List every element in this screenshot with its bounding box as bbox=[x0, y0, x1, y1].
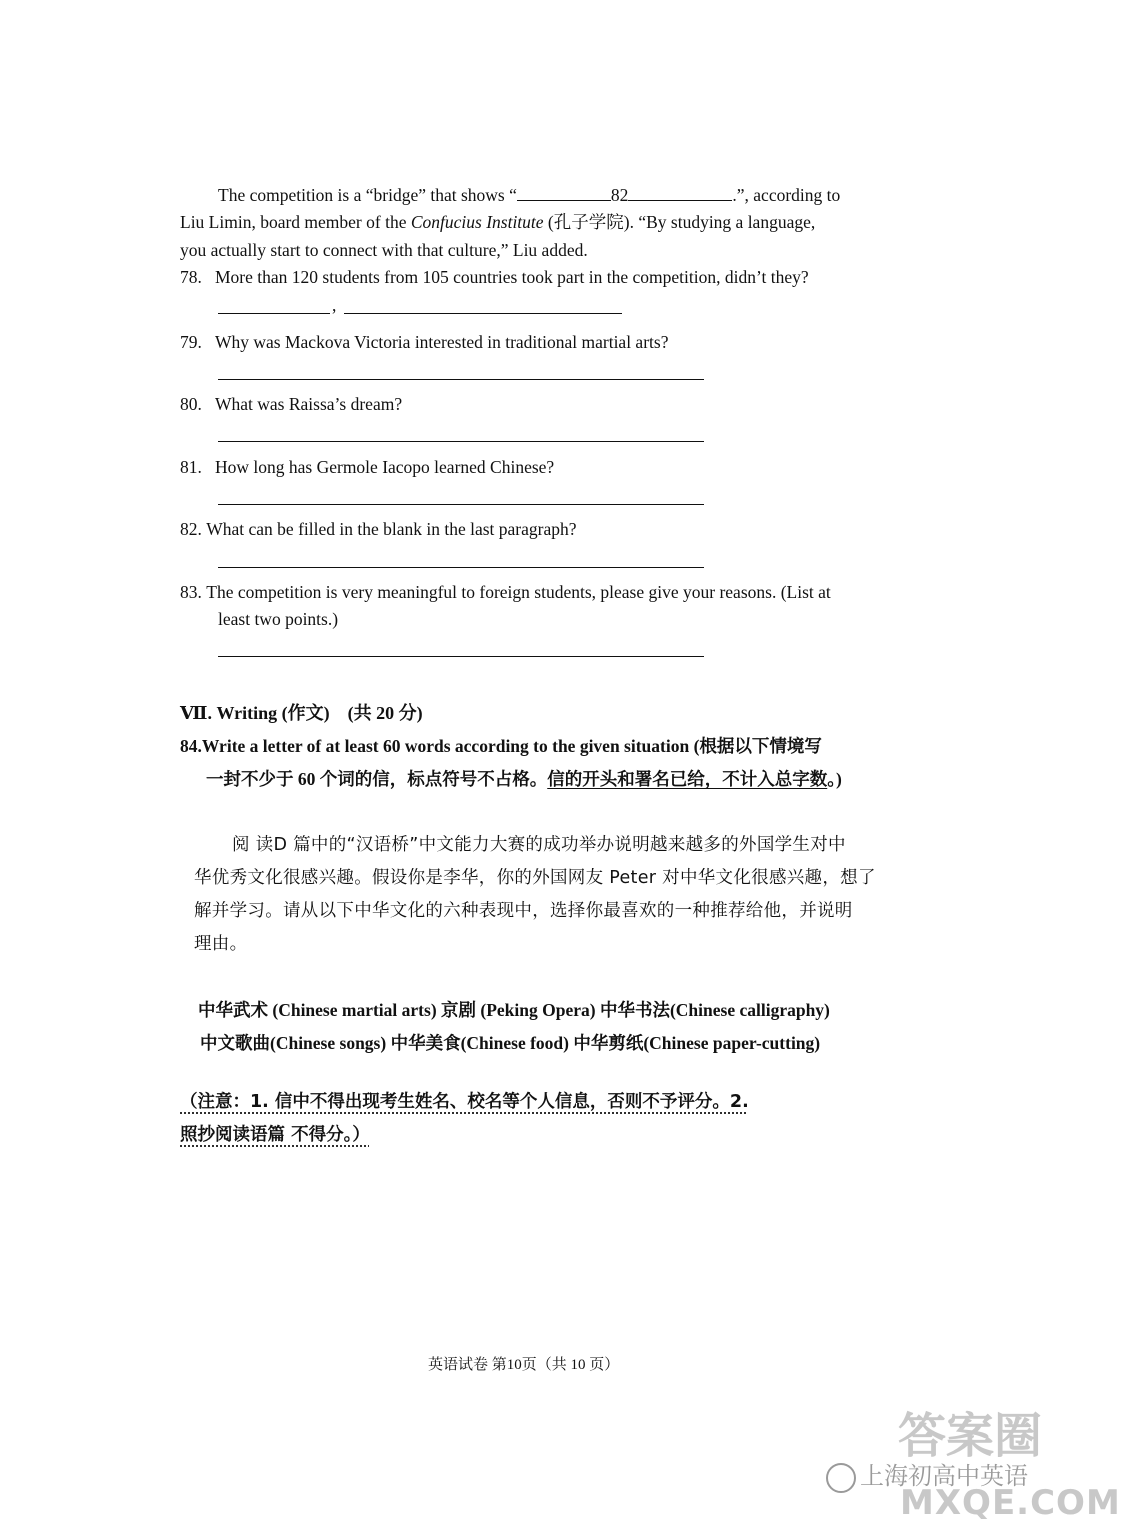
watermark-brand: 上海初高中英语 bbox=[860, 1462, 1028, 1490]
question-83: 83. The competition is very meaningful to foreign students, please give your reasons. (List at bbox=[180, 582, 831, 602]
passage-line-3: you actually start to connect with that culture,” Liu added. bbox=[180, 240, 588, 260]
question-80: 80. What was Raissa’s dream? bbox=[180, 394, 403, 414]
note-line-2: 照抄阅读语篇 不得分。） bbox=[180, 1125, 370, 1145]
question-79: 79. Why was Mackova Victoria interested in traditional martial arts? bbox=[180, 332, 669, 352]
passage-line-1: The competition is a “bridge” that shows “ 82 .”, according to bbox=[218, 182, 840, 209]
answer-line-79[interactable] bbox=[218, 379, 704, 380]
question-84-line-2: 一封不少于 60 个词的信，标点符号不占格。信的开头和署名已给，不计入总字数。) bbox=[206, 769, 842, 789]
wechat-icon bbox=[826, 1463, 856, 1493]
passage-line-2: Liu Limin, board member of the Confucius Institute (孔子学院). “By studying a language, bbox=[180, 212, 816, 232]
culture-options-row-1: 中华武术 (Chinese martial arts) 京剧 (Peking Opera) 中华书法(Chinese calligraphy) bbox=[198, 1000, 830, 1020]
question-83-line-2: least two points.) bbox=[218, 609, 339, 629]
watermark-logo: 答案圈 bbox=[898, 1408, 1043, 1464]
watermark-site: MXQE.COM bbox=[900, 1483, 1121, 1523]
page-footer: 英语试卷 第10页（共 10 页） bbox=[428, 1357, 620, 1373]
answer-line-78a[interactable] bbox=[218, 313, 330, 314]
question-84: 84.Write a letter of at least 60 words according to the given situation (根据以下情境写 bbox=[180, 736, 822, 756]
question-81: 81. How long has Germole Iacopo learned Chinese? bbox=[180, 457, 555, 477]
question-82: 82. What can be filled in the blank in the last paragraph? bbox=[180, 519, 577, 539]
answer-line-82[interactable] bbox=[218, 567, 704, 568]
writing-prompt-line-2: 华优秀文化很感兴趣。假设你是李华，你的外国网友 Peter 对中华文化很感兴趣，想了 bbox=[194, 868, 876, 888]
writing-heading: Ⅶ. Writing (作文) (共 20 分) bbox=[180, 703, 423, 723]
answer-line-83[interactable] bbox=[218, 656, 704, 657]
writing-prompt-line-1: 阅 读D 篇中的“汉语桥”中文能力大赛的成功举办说明越来越多的外国学生对中 bbox=[232, 835, 846, 855]
blank-82-number: 82 bbox=[610, 185, 629, 205]
answer-line-78b[interactable] bbox=[344, 313, 622, 314]
writing-prompt-line-4: 理由。 bbox=[194, 934, 248, 954]
writing-prompt-line-3: 解并学习。请从以下中华文化的六种表现中，选择你最喜欢的一种推荐给他，并说明 bbox=[194, 901, 853, 921]
answer-line-81[interactable] bbox=[218, 504, 704, 505]
exam-page: The competition is a “bridge” that shows “ 82 .”, according to Liu Limin, board member of the Confucius Institute (孔子学院). “By studying a language, you actually start to connect with that culture,” Liu added. 78. More than 120 students from 105 countries took part in the competition, didn’t they? , 79. Why was Mackova Victoria interested in traditional martial arts? 80. What was Raissa’s dream? 81. How long has Germole Iacopo learned Chinese? 82. What can be filled in the blank in the last paragraph? 83. The competition is very meaningful to foreign students, please give your reasons. (List at least two points.) Ⅶ. Writing (作文) (共 20 分) 84.Write a letter of at least 60 words according to the given situation (根据以下情境写 一封不少于 60 个词的信，标点符号不占格。信的开头和署名已给，不计入总字数。) 阅 读D 篇中的“汉语桥”中文能力大赛的成功举办说明越来越多的外国学生对中 华优秀文化很感兴趣。假设你是李华，你的外国网友 Peter 对中华文化很感兴趣，想了 解并学习。请从以下中华文化的六种表现中，选择你最喜欢的一种推荐给他，并说明 理由。 中华武术 (Chinese martial arts) 京剧 (Peking Opera) 中华书法(Chinese calligraphy) 中文歌曲(Chinese songs) 中华美食(Chinese food) 中华剪纸(Chinese paper-cutting) （注意：1. 信中不得出现考生姓名、校名等个人信息，否则不予评分。2. 照抄阅读语篇 不得分。） 英语试卷 第10页（共 10 页） 上海初高中英语 答案圈 MXQE.COM bbox=[0, 0, 1080, 1527]
note-line-1: （注意：1. 信中不得出现考生姓名、校名等个人信息，否则不予评分。2. bbox=[180, 1092, 749, 1112]
culture-options-row-2: 中文歌曲(Chinese songs) 中华美食(Chinese food) 中华剪纸(Chinese paper-cutting) bbox=[200, 1033, 821, 1053]
answer-line-80[interactable] bbox=[218, 441, 704, 442]
question-78: 78. More than 120 students from 105 countries took part in the competition, didn’t they? bbox=[180, 267, 809, 287]
